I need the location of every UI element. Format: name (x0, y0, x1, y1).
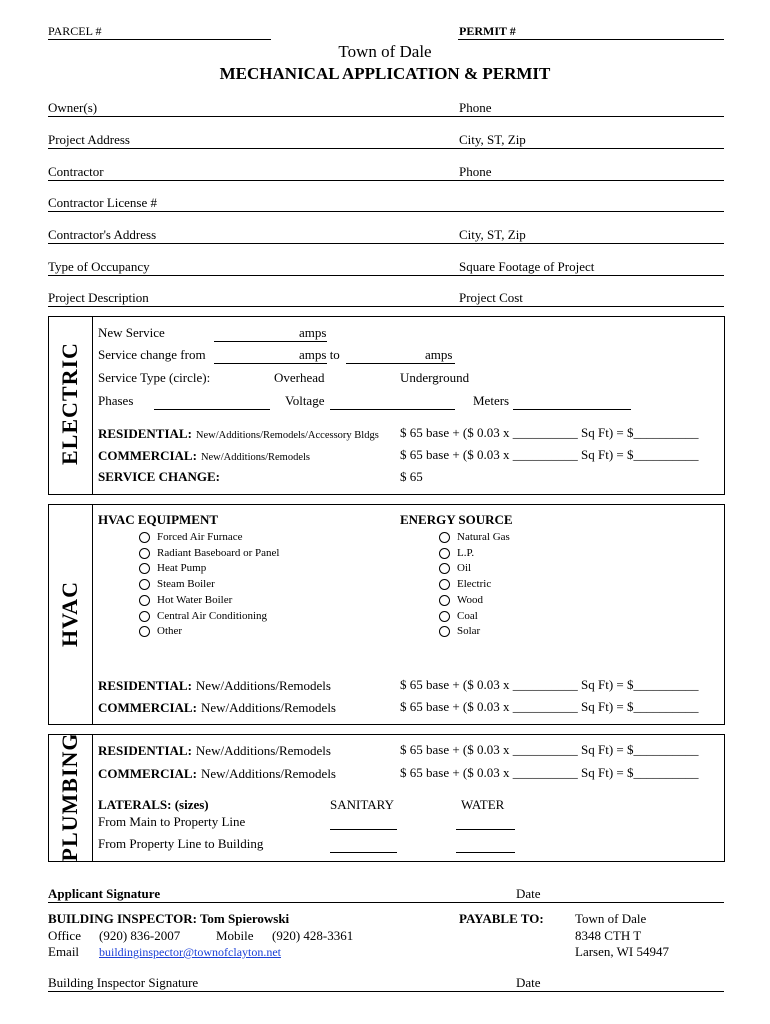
electric-residential-fee[interactable]: $ 65 base + ($ 0.03 x __________ Sq Ft) = $__________ (400, 425, 699, 440)
service-change-to-line[interactable] (346, 363, 455, 364)
hvac-residential-desc: New/Additions/Remodels (195, 678, 331, 693)
amps-label: amps (425, 347, 453, 362)
service-change-from-line[interactable] (214, 363, 327, 364)
plumbing-residential-row (98, 742, 331, 760)
permit-label: PERMIT # (459, 24, 516, 38)
hvac-divider (92, 504, 93, 725)
hvac-residential-fee[interactable]: $ 65 base + ($ 0.03 x __________ Sq Ft) = $__________ (400, 677, 699, 692)
hvac-equipment-option-label: Forced Air Furnace (157, 531, 243, 543)
energy-source-option-label: Electric (457, 578, 492, 591)
payee-name: Town of Dale (575, 911, 647, 926)
plumbing-commercial-row (98, 765, 336, 783)
applicant-signature-label: Applicant Signature (48, 886, 161, 901)
voltage-line[interactable] (330, 409, 455, 410)
parcel-line[interactable] (48, 39, 271, 40)
hvac-equipment-option-label: Heat Pump (157, 562, 207, 575)
page-title: MECHANICAL APPLICATION & PERMIT (219, 64, 551, 83)
electric-title: ELECTRIC (57, 342, 82, 465)
plumbing-divider (92, 734, 93, 862)
hvac-equipment-option-label: Other (157, 625, 183, 638)
electric-divider (92, 316, 93, 495)
new-service-label: New Service (98, 325, 165, 340)
contractor-address-label: Contractor's Address (48, 227, 157, 242)
parcel-label: PARCEL # (48, 24, 102, 38)
laterals-label: LATERALS: (sizes) (98, 797, 209, 812)
service-change-label: Service change from (98, 347, 206, 362)
plumbing-commercial-desc: New/Additions/Remodels (200, 766, 336, 781)
owner-line[interactable] (48, 116, 724, 117)
hvac-equipment-option-label: Steam Boiler (157, 578, 215, 591)
energy-source-option-label: Solar (457, 625, 481, 638)
city-label: City, ST, Zip (459, 132, 526, 147)
plumbing-residential-desc: New/Additions/Remodels (195, 743, 331, 758)
contractor-label: Contractor (48, 164, 104, 179)
electric-residential-row (98, 425, 379, 443)
cost-label: Project Cost (459, 290, 523, 305)
line-to-building-sanitary-line[interactable] (330, 852, 397, 853)
applicant-signature-line[interactable] (48, 902, 724, 903)
phases-label: Phases (98, 393, 134, 408)
new-service-amps-line[interactable] (214, 341, 327, 342)
hvac-residential-label: RESIDENTIAL: (98, 678, 192, 693)
main-to-line-label: From Main to Property Line (98, 814, 246, 829)
plumbing-residential-fee[interactable]: $ 65 base + ($ 0.03 x __________ Sq Ft) = $__________ (400, 742, 699, 757)
overhead-option[interactable]: Overhead (274, 370, 325, 385)
checkbox-circle-icon[interactable] (139, 611, 150, 622)
plumbing-commercial-fee[interactable]: $ 65 base + ($ 0.03 x __________ Sq Ft) = $__________ (400, 765, 699, 780)
plumbing-residential-label: RESIDENTIAL: (98, 743, 192, 758)
license-label: Contractor License # (48, 195, 158, 210)
electric-commercial-fee[interactable]: $ 65 base + ($ 0.03 x __________ Sq Ft) = $__________ (400, 447, 699, 462)
inspector-signature-line[interactable] (48, 991, 724, 992)
energy-source-option-label: L.P. (457, 546, 475, 559)
sanitary-header: SANITARY (330, 797, 394, 812)
meters-label: Meters (473, 393, 510, 408)
permit-line[interactable] (458, 39, 724, 40)
checkbox-circle-icon[interactable] (439, 611, 450, 622)
service-change-fee: $ 65 (400, 469, 423, 484)
mobile-phone: (920) 428-3361 (272, 928, 354, 943)
office-phone: (920) 836-2007 (99, 928, 181, 943)
payee-street: 8348 CTH T (575, 928, 642, 943)
office-label: Office (48, 928, 81, 943)
hvac-title: HVAC (57, 581, 82, 647)
checkbox-circle-icon[interactable] (139, 532, 150, 543)
inspector-name: BUILDING INSPECTOR: Tom Spierowski (48, 911, 290, 926)
mobile-label: Mobile (216, 928, 254, 943)
hvac-equipment-option-label: Hot Water Boiler (157, 593, 233, 606)
sqft-label: Square Footage of Project (459, 259, 595, 274)
line-to-building-water-line[interactable] (456, 852, 515, 853)
checkbox-circle-icon[interactable] (139, 548, 150, 559)
hvac-equipment-header: HVAC EQUIPMENT (98, 512, 219, 527)
voltage-label: Voltage (285, 393, 325, 408)
electric-residential-desc: New/Additions/Remodels/Accessory Bldgs (195, 430, 379, 441)
energy-source-header: ENERGY SOURCE (400, 512, 513, 527)
contractor-line[interactable] (48, 180, 724, 181)
checkbox-circle-icon[interactable] (439, 548, 450, 559)
electric-commercial-row (98, 447, 310, 465)
main-to-line-sanitary-line[interactable] (330, 829, 397, 830)
email-label: Email (48, 944, 80, 959)
description-label: Project Description (48, 290, 149, 305)
meters-line[interactable] (513, 409, 631, 410)
occupancy-label: Type of Occupancy (48, 259, 150, 274)
energy-source-option-label: Natural Gas (457, 531, 510, 543)
description-line[interactable] (48, 306, 724, 307)
payee-city: Larsen, WI 54947 (575, 944, 669, 959)
energy-source-option-label: Oil (457, 562, 472, 575)
hvac-equipment-option-label: Radiant Baseboard or Panel (157, 546, 280, 559)
amps-to-label: amps to (299, 347, 340, 362)
hvac-commercial-row (98, 699, 336, 717)
project-address-line[interactable] (48, 148, 724, 149)
contractor-city-label: City, ST, Zip (459, 227, 526, 242)
electric-commercial-label: COMMERCIAL: (98, 448, 197, 463)
checkbox-circle-icon[interactable] (439, 532, 450, 543)
electric-commercial-desc: New/Additions/Remodels (200, 452, 311, 463)
email-link[interactable]: buildinginspector@townofclayton.net (99, 945, 282, 959)
contractor-address-line[interactable] (48, 243, 724, 244)
service-type-label: Service Type (circle): (98, 370, 211, 385)
plumbing-commercial-label: COMMERCIAL: (98, 766, 197, 781)
owner-label: Owner(s) (48, 100, 98, 115)
applicant-date-label: Date (516, 886, 541, 901)
energy-source-option-label: Wood (457, 593, 484, 606)
checkbox-circle-icon[interactable] (139, 595, 150, 606)
energy-source-option-label: Coal (457, 609, 478, 622)
underground-option[interactable]: Underground (400, 370, 470, 385)
town-name: Town of Dale (338, 42, 432, 61)
phone-label: Phone (459, 100, 492, 115)
line-to-building-label: From Property Line to Building (98, 836, 264, 851)
water-header: WATER (461, 797, 505, 812)
hvac-commercial-label: COMMERCIAL: (98, 700, 197, 715)
phases-line[interactable] (154, 409, 270, 410)
checkbox-circle-icon[interactable] (439, 595, 450, 606)
hvac-equipment-option-label: Central Air Conditioning (157, 609, 267, 622)
main-to-line-water-line[interactable] (456, 829, 515, 830)
contractor-phone-label: Phone (459, 164, 492, 179)
license-line[interactable] (48, 211, 724, 212)
hvac-residential-row (98, 677, 331, 695)
plumbing-title: PLUMBING (57, 732, 82, 862)
payable-to-label: PAYABLE TO: (459, 911, 544, 926)
hvac-commercial-fee[interactable]: $ 65 base + ($ 0.03 x __________ Sq Ft) = $__________ (400, 699, 699, 714)
electric-residential-label: RESIDENTIAL: (98, 426, 192, 441)
inspector-date-label: Date (516, 975, 541, 990)
project-address-label: Project Address (48, 132, 130, 147)
inspector-signature-label: Building Inspector Signature (48, 975, 199, 990)
new-service-amps-label: amps (299, 325, 327, 340)
service-change-fee-label: SERVICE CHANGE: (98, 469, 220, 484)
occupancy-line[interactable] (48, 275, 724, 276)
hvac-commercial-desc: New/Additions/Remodels (200, 700, 336, 715)
